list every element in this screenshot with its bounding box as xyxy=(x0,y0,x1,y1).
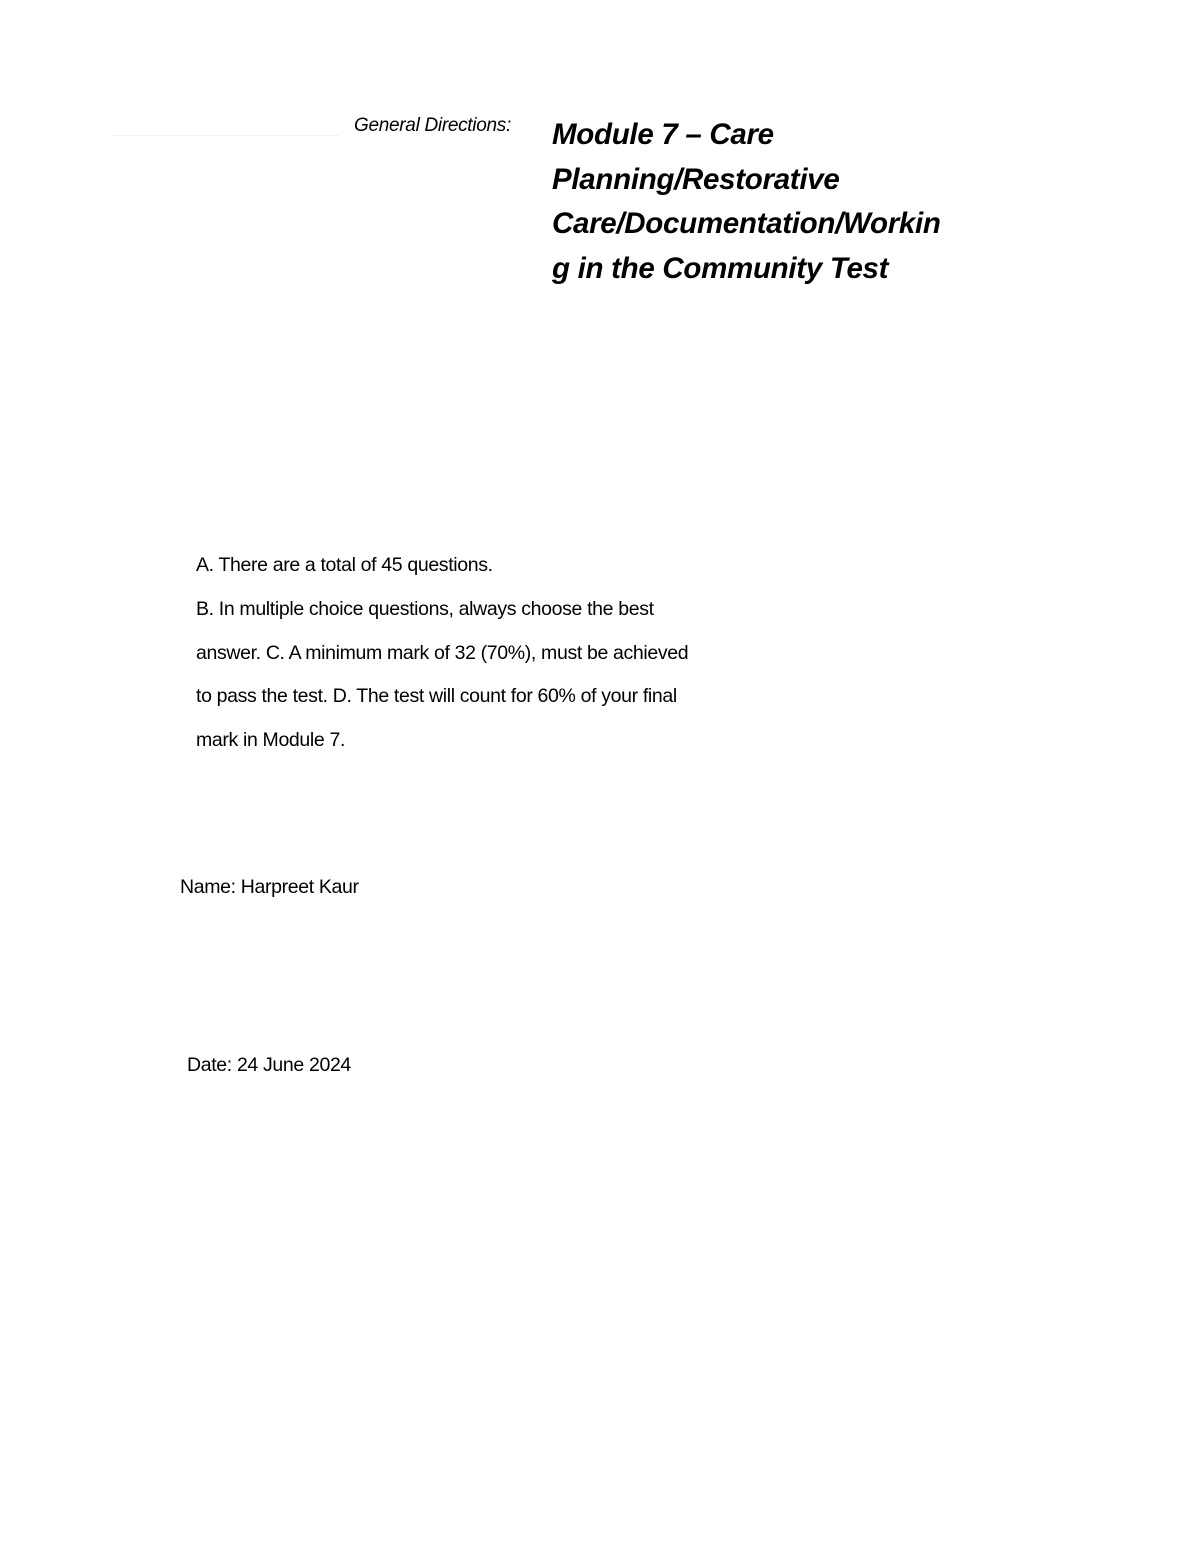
directions-list xyxy=(196,544,796,763)
direction-line: answer. C. A minimum mark of 32 (70%), must be achieved xyxy=(196,641,689,664)
student-name-line xyxy=(180,876,359,899)
title-line: Care/Documentation/Workin xyxy=(552,207,941,240)
date-label: Date: xyxy=(187,1054,232,1076)
name-label: Name: xyxy=(180,876,236,898)
document-title xyxy=(552,113,1002,291)
date-line xyxy=(187,1054,351,1077)
date-value: 24 June 2024 xyxy=(236,1054,351,1076)
faint-rule xyxy=(112,135,340,136)
title-line: Planning/Restorative xyxy=(552,162,840,196)
title-line: Module 7 – Care xyxy=(552,118,774,151)
direction-line: mark in Module 7. xyxy=(196,729,346,752)
direction-line: A. There are a total of 45 questions. xyxy=(196,554,493,576)
direction-line: to pass the test. D. The test will count for 60% of your final xyxy=(196,685,677,708)
title-line: g in the Community Test xyxy=(552,251,889,285)
general-directions-label: General Directions: xyxy=(354,115,511,136)
name-value: Harpreet Kaur xyxy=(240,876,359,898)
direction-line: B. In multiple choice questions, always choose the best xyxy=(196,597,654,620)
